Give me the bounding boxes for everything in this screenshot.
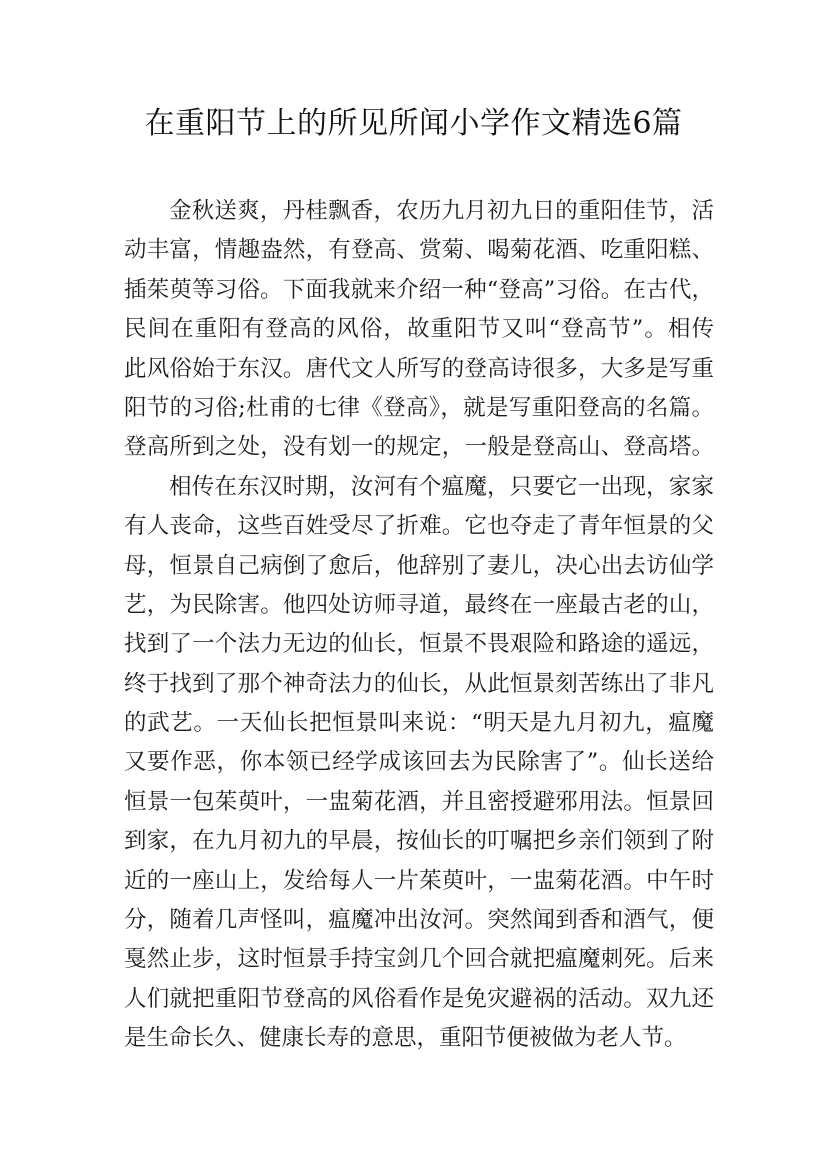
paragraph-2-line-15: 是生命长久、健康长寿的意思，重阳节便被做为老人节。	[124, 1025, 687, 1052]
paragraph-1-line-6: 阳节的习俗;杜甫的七律《登高》，就是写重阳登高的名篇。	[124, 394, 714, 421]
paragraph-2-line-6: 终于找到了那个神奇法力的仙长，从此恒景刻苦练出了非凡	[124, 670, 714, 697]
paragraph-2-line-10: 到家，在九月初九的早晨，按仙长的叮嘱把乡亲们领到了附	[124, 828, 714, 855]
paragraph-2-line-2: 有人丧命，这些百姓受尽了折难。它也夺走了青年恒景的父	[124, 513, 714, 540]
document-body	[124, 192, 714, 1059]
paragraph-2-line-5: 找到了一个法力无边的仙长，恒景不畏艰险和路途的遥远，	[124, 631, 714, 658]
paragraph-2-line-4: 艺，为民除害。他四处访师寻道，最终在一座最古老的山，	[124, 591, 714, 618]
paragraph-2-line-7: 的武艺。一天仙长把恒景叫来说：“明天是九月初九，瘟魔	[124, 710, 714, 737]
paragraph-1-line-7: 登高所到之处，没有划一的规定，一般是登高山、登高塔。	[124, 434, 714, 461]
paragraph-2-line-3: 母，恒景自己病倒了愈后，他辞别了妻儿，决心出去访仙学	[124, 552, 714, 579]
paragraph-1-line-5: 此风俗始于东汉。唐代文人所写的登高诗很多，大多是写重	[124, 355, 714, 382]
paragraph-1-line-4: 民间在重阳有登高的风俗，故重阳节又叫“登高节”。相传	[124, 316, 714, 343]
paragraph-2-line-11: 近的一座山上，发给每人一片茱萸叶，一盅菊花酒。中午时	[124, 867, 714, 894]
paragraph-2-line-12: 分，随着几声怪叫，瘟魔冲出汝河。突然闻到香和酒气，便	[124, 907, 714, 934]
paragraph-2-line-9: 恒景一包茱萸叶，一盅菊花酒，并且密授避邪用法。恒景回	[124, 788, 714, 815]
paragraph-2-line-13: 戛然止步，这时恒景手持宝剑几个回合就把瘟魔刺死。后来	[124, 946, 714, 973]
paragraph-1-line-2: 动丰富，情趣盎然，有登高、赏菊、喝菊花酒、吃重阳糕、	[124, 237, 714, 264]
paragraph-2-line-8: 又要作恶，你本领已经学成该回去为民除害了”。仙长送给	[124, 749, 714, 776]
paragraph-2-line-14: 人们就把重阳节登高的风俗看作是免灾避祸的活动。双九还	[124, 985, 714, 1012]
paragraph-1-line-1: 金秋送爽，丹桂飘香，农历九月初九日的重阳佳节，活	[169, 198, 714, 224]
paragraph-1-line-3: 插茱萸等习俗。下面我就来介绍一种“登高”习俗。在古代，	[124, 276, 714, 303]
paragraph-2-line-1: 相传在东汉时期，汝河有个瘟魔，只要它一出现，家家	[169, 473, 714, 500]
document-title: 在重阳节上的所见所闻小学作文精选6篇	[144, 106, 683, 141]
